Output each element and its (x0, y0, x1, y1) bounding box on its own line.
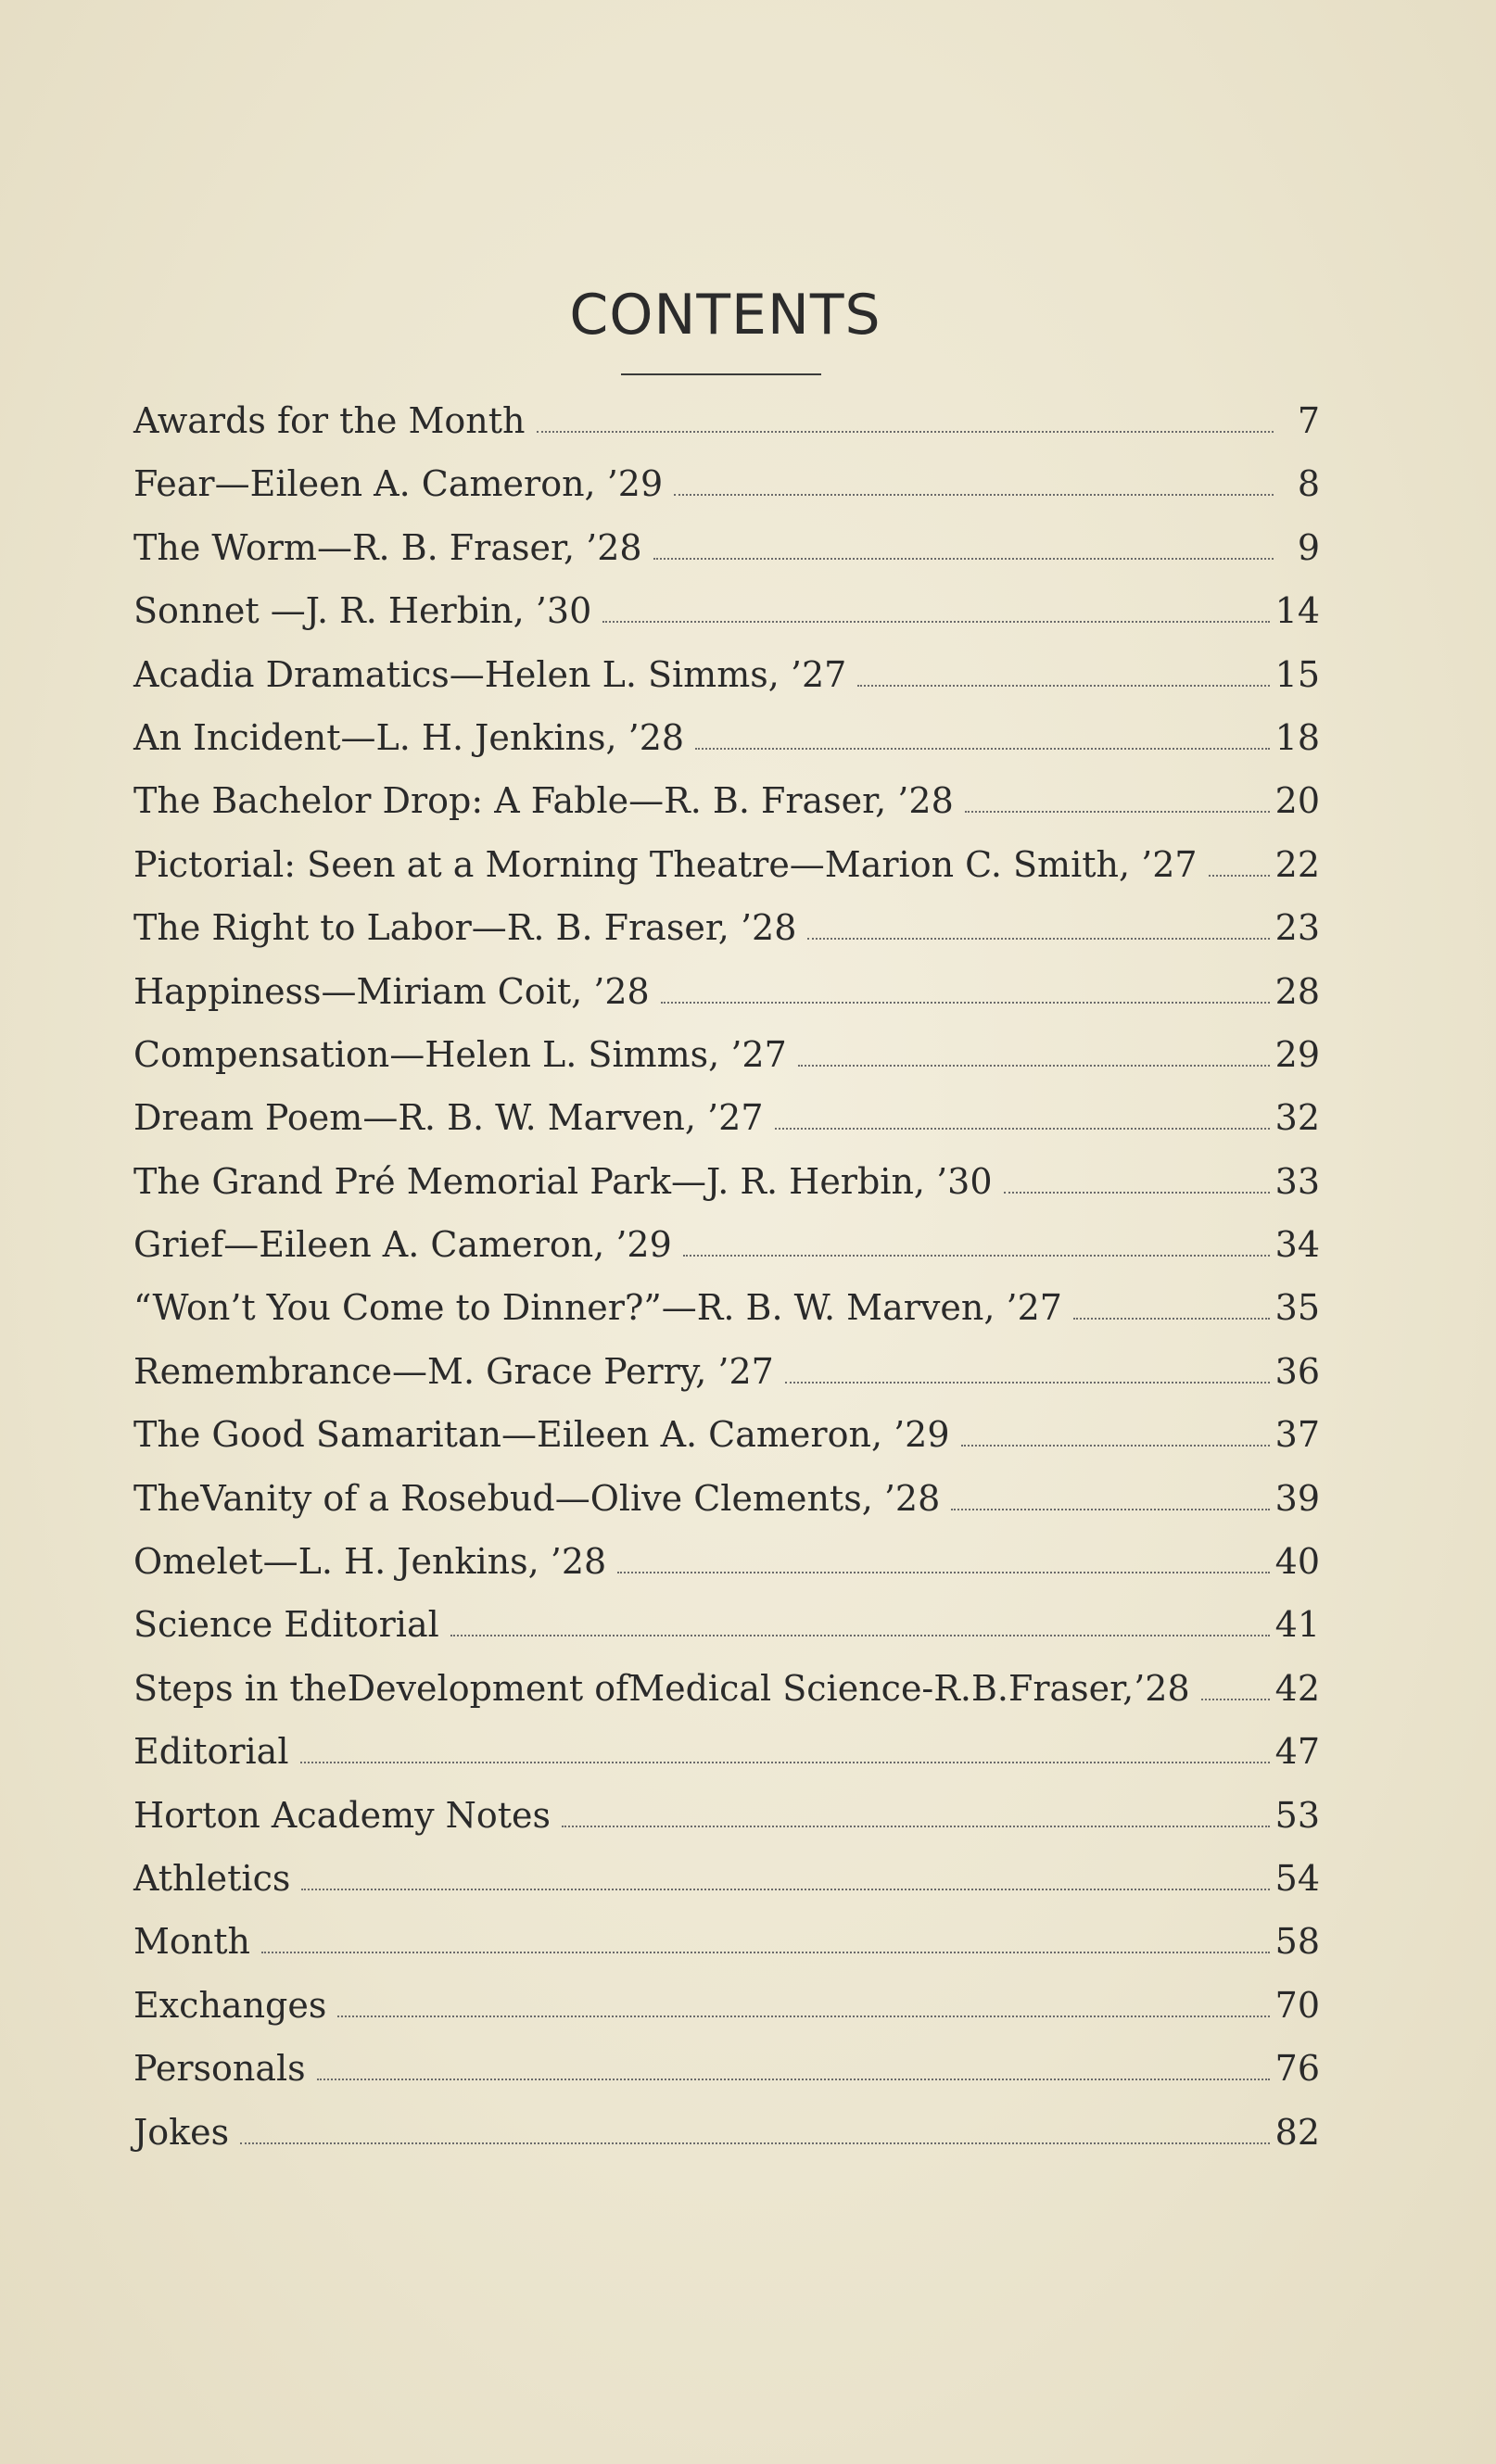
title-underline (621, 373, 821, 375)
dot-leader (317, 2079, 1270, 2080)
toc-entry-title: Sonnet —J. R. Herbin, ’30 (133, 590, 592, 632)
toc-entry-page: 82 (1274, 2111, 1320, 2153)
toc-entry-title: Editorial (133, 1731, 289, 1773)
toc-entry-page: 14 (1274, 590, 1320, 632)
toc-entry-page: 54 (1274, 1857, 1320, 1899)
toc-entry-title: Horton Academy Notes (133, 1794, 551, 1836)
toc-entry-page: 7 (1297, 400, 1320, 441)
toc-entry-page: 39 (1274, 1477, 1320, 1519)
toc-entry-page: 8 (1297, 463, 1320, 505)
dot-leader (653, 558, 1274, 560)
dot-leader (807, 938, 1269, 940)
dot-leader (240, 2142, 1270, 2144)
dot-leader (785, 1382, 1270, 1384)
dot-leader (301, 1889, 1269, 1890)
toc-entry-page: 42 (1274, 1667, 1320, 1709)
toc-entry (133, 1784, 1320, 1847)
toc-entry-page: 28 (1274, 970, 1320, 1012)
dot-leader (537, 431, 1274, 433)
dot-leader (798, 1065, 1270, 1067)
toc-entry-title: Remembrance—M. Grace Perry, ’27 (133, 1350, 774, 1392)
toc-entry-title: Science Editorial (133, 1604, 439, 1646)
toc-entry (133, 1403, 1320, 1466)
toc-entry-title: Dream Poem—R. B. W. Marven, ’27 (133, 1097, 764, 1139)
toc-entry (133, 1086, 1320, 1149)
toc-entry-title: Happiness—Miriam Coit, ’28 (133, 970, 650, 1012)
toc-entry (133, 2101, 1320, 2164)
dot-leader (661, 1002, 1270, 1004)
toc-entry-page: 20 (1274, 780, 1320, 822)
toc-entry (133, 2037, 1320, 2100)
toc-entry (133, 579, 1320, 642)
toc-entry (133, 1340, 1320, 1403)
toc-entry-title: Compensation—Helen L. Simms, ’27 (133, 1033, 787, 1075)
dot-leader (965, 811, 1270, 813)
dot-leader (775, 1128, 1270, 1130)
toc-entry-page: 35 (1274, 1287, 1320, 1329)
toc-entry-title: The Good Samaritan—Eileen A. Cameron, ’29 (133, 1414, 950, 1456)
table-of-contents (133, 389, 1320, 2164)
toc-entry-title: The Grand Pré Memorial Park—J. R. Herbin, ’30 (133, 1160, 993, 1202)
dot-leader (602, 621, 1269, 623)
toc-entry-title: The Right to Labor—R. B. Fraser, ’28 (133, 907, 797, 949)
toc-entry-title: Fear—Eileen A. Cameron, ’29 (133, 463, 664, 505)
toc-entry (133, 516, 1320, 579)
toc-entry (133, 1150, 1320, 1213)
toc-entry-page: 40 (1274, 1541, 1320, 1583)
toc-entry-title: The Bachelor Drop: A Fable—R. B. Fraser, ’28 (133, 780, 954, 822)
dot-leader (617, 1572, 1269, 1573)
toc-entry-title: Athletics (133, 1857, 291, 1899)
toc-entry-page: 18 (1274, 716, 1320, 758)
dot-leader (261, 1952, 1270, 1953)
toc-entry-title: “Won’t You Come to Dinner?”—R. B. W. Marven, ’27 (133, 1287, 1062, 1329)
toc-entry (133, 769, 1320, 832)
dot-leader (683, 1255, 1270, 1257)
toc-entry-page: 41 (1274, 1604, 1320, 1646)
dot-leader (695, 748, 1270, 750)
toc-entry (133, 896, 1320, 959)
toc-entry-title: Exchanges (133, 1984, 327, 2026)
dot-leader (1209, 875, 1270, 877)
toc-entry-title: The Worm—R. B. Fraser, ’28 (133, 526, 642, 568)
toc-entry-page: 9 (1297, 526, 1320, 568)
toc-entry-title: An Incident—L. H. Jenkins, ’28 (133, 716, 685, 758)
toc-entry-title: Awards for the Month (133, 400, 526, 441)
toc-entry (133, 1276, 1320, 1339)
toc-entry (133, 1023, 1320, 1086)
dot-leader (300, 1762, 1270, 1763)
dot-leader (337, 2015, 1269, 2017)
dot-leader (1073, 1318, 1270, 1320)
toc-entry (133, 1974, 1320, 2037)
dot-leader (562, 1826, 1270, 1827)
toc-entry (133, 706, 1320, 769)
toc-entry-page: 37 (1274, 1414, 1320, 1456)
dot-leader (674, 494, 1274, 496)
toc-entry-page: 22 (1274, 843, 1320, 885)
toc-entry (133, 1213, 1320, 1276)
toc-entry-page: 34 (1274, 1224, 1320, 1266)
toc-entry (133, 452, 1320, 515)
toc-entry-title: Grief—Eileen A. Cameron, ’29 (133, 1224, 672, 1266)
toc-entry-title: TheVanity of a Rosebud—Olive Clements, ’28 (133, 1477, 941, 1519)
page-title: CONTENTS (569, 283, 881, 347)
toc-entry-page: 33 (1274, 1160, 1320, 1202)
toc-entry-title: Jokes (133, 2111, 230, 2153)
toc-entry-title: Steps in theDevelopment ofMedical Science-R.B.Fraser,’28 (133, 1667, 1190, 1709)
toc-entry-page: 32 (1274, 1097, 1320, 1139)
toc-entry-title: Pictorial: Seen at a Morning Theatre—Marion C. Smith, ’27 (133, 843, 1198, 885)
toc-entry (133, 1593, 1320, 1656)
toc-entry-title: Acadia Dramatics—Helen L. Simms, ’27 (133, 653, 847, 695)
toc-entry-page: 23 (1274, 907, 1320, 949)
toc-entry (133, 1720, 1320, 1783)
toc-entry-page: 29 (1274, 1033, 1320, 1075)
dot-leader (450, 1635, 1270, 1636)
toc-entry (133, 643, 1320, 706)
toc-entry (133, 1467, 1320, 1530)
toc-entry-page: 15 (1274, 653, 1320, 695)
toc-entry (133, 389, 1320, 452)
toc-entry (133, 960, 1320, 1023)
toc-entry (133, 1910, 1320, 1973)
toc-entry-page: 53 (1274, 1794, 1320, 1836)
toc-entry-page: 76 (1274, 2048, 1320, 2090)
toc-entry (133, 1530, 1320, 1593)
dot-leader (1004, 1192, 1270, 1194)
dot-leader (951, 1509, 1269, 1510)
toc-entry-page: 47 (1274, 1731, 1320, 1773)
toc-entry (133, 1847, 1320, 1910)
dot-leader (857, 685, 1269, 687)
toc-entry-page: 36 (1274, 1350, 1320, 1392)
toc-entry (133, 833, 1320, 896)
dot-leader (1201, 1699, 1270, 1700)
toc-entry-title: Personals (133, 2048, 306, 2090)
toc-entry-page: 70 (1274, 1984, 1320, 2026)
toc-entry-title: Month (133, 1921, 251, 1963)
toc-entry (133, 1657, 1320, 1720)
dot-leader (961, 1445, 1270, 1447)
toc-entry-title: Omelet—L. H. Jenkins, ’28 (133, 1541, 607, 1583)
toc-entry-page: 58 (1274, 1921, 1320, 1963)
